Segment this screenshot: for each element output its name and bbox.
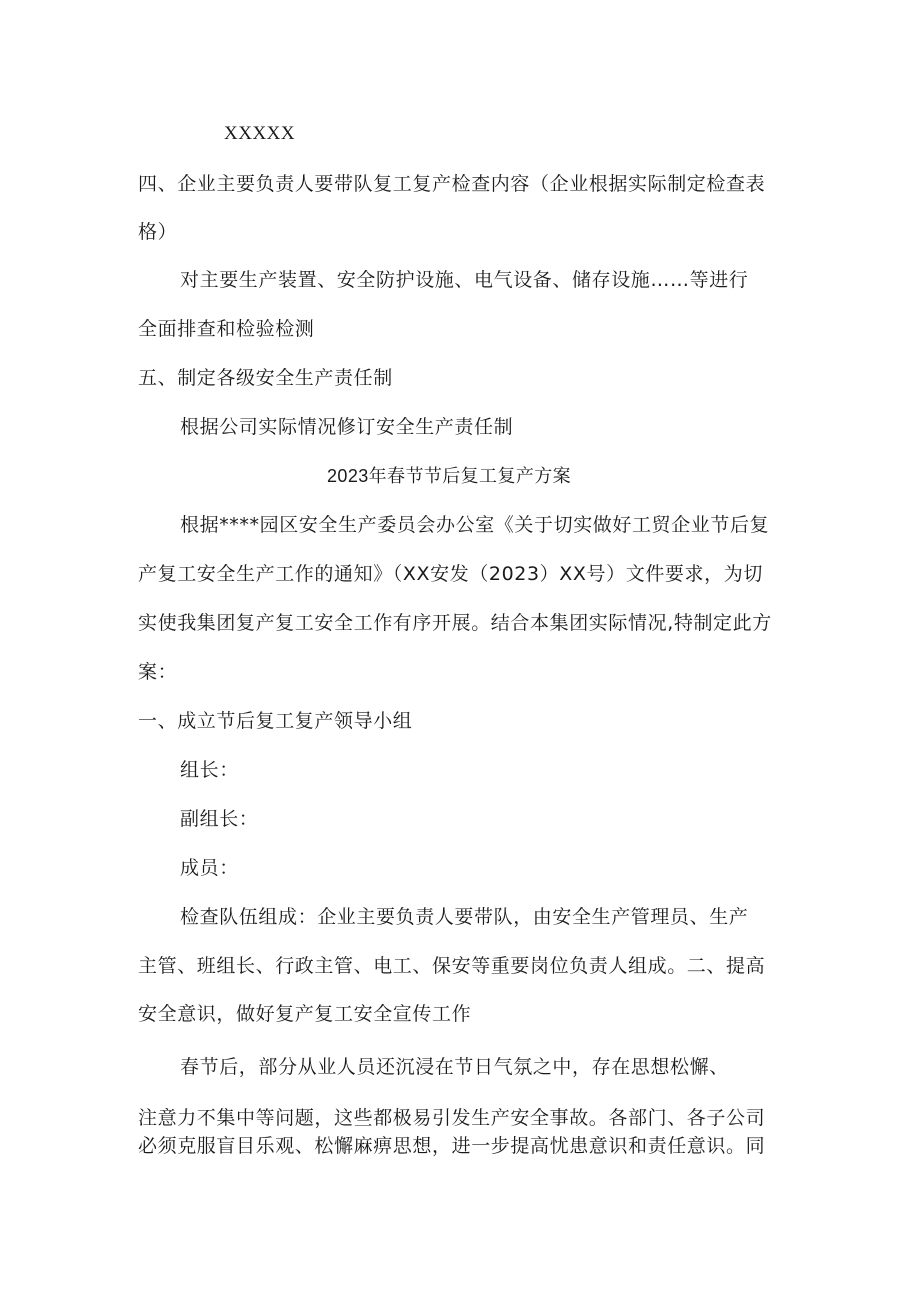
section-heading-1: 一、成立节后复工复产领导小组 — [138, 710, 413, 732]
members-label: 成员： — [180, 857, 239, 879]
paragraph-line: 检查队伍组成：企业主要负责人要带队，由安全生产管理员、生产 — [180, 906, 749, 928]
paragraph-line: 注意力不集中等问题，这些都极易引发生产安全事故。各部门、各子公司 — [138, 1107, 766, 1129]
deputy-leader-label: 副组长： — [180, 808, 259, 830]
document-title: 2023年春节节后复工复产方案 — [327, 466, 572, 486]
paragraph-line: 主管、班组长、行政主管、电工、保安等重要岗位负责人组成。二、提高 — [138, 955, 766, 977]
paragraph-line: 必须克服盲目乐观、松懈麻痹思想，进一步提高忧患意识和责任意识。同 — [138, 1135, 766, 1157]
paragraph-line: 安全意识，做好复产复工安全宣传工作 — [138, 1003, 472, 1025]
paragraph-line: 案： — [138, 661, 178, 683]
paragraph-line: 全面排查和检验检测 — [138, 318, 315, 340]
leader-label: 组长： — [180, 759, 239, 781]
section-heading-4: 四、企业主要负责人要带队复工复产检查内容（企业根据实际制定检查表 — [138, 173, 766, 195]
placeholder-mark: XXXXX — [224, 123, 296, 144]
paragraph-line: 根据公司实际情况修订安全生产责任制 — [180, 416, 514, 438]
section-heading-5: 五、制定各级安全生产责任制 — [138, 367, 393, 389]
paragraph-line: 对主要生产装置、安全防护设施、电气设备、储存设施……等进行 — [180, 269, 749, 291]
paragraph-line: 春节后，部分从业人员还沉浸在节日气氛之中，存在思想松懈、 — [180, 1056, 729, 1078]
paragraph-line: 根据****园区安全生产委员会办公室《关于切实做好工贸企业节后复 — [180, 514, 770, 536]
section-heading-4-cont: 格） — [138, 221, 178, 243]
paragraph-line: 实使我集团复产复工安全工作有序开展。结合本集团实际情况,特制定此方 — [138, 612, 772, 634]
paragraph-line: 产复工安全生产工作的通知》（XX安发（2023）XX号）文件要求，为切 — [138, 563, 763, 585]
